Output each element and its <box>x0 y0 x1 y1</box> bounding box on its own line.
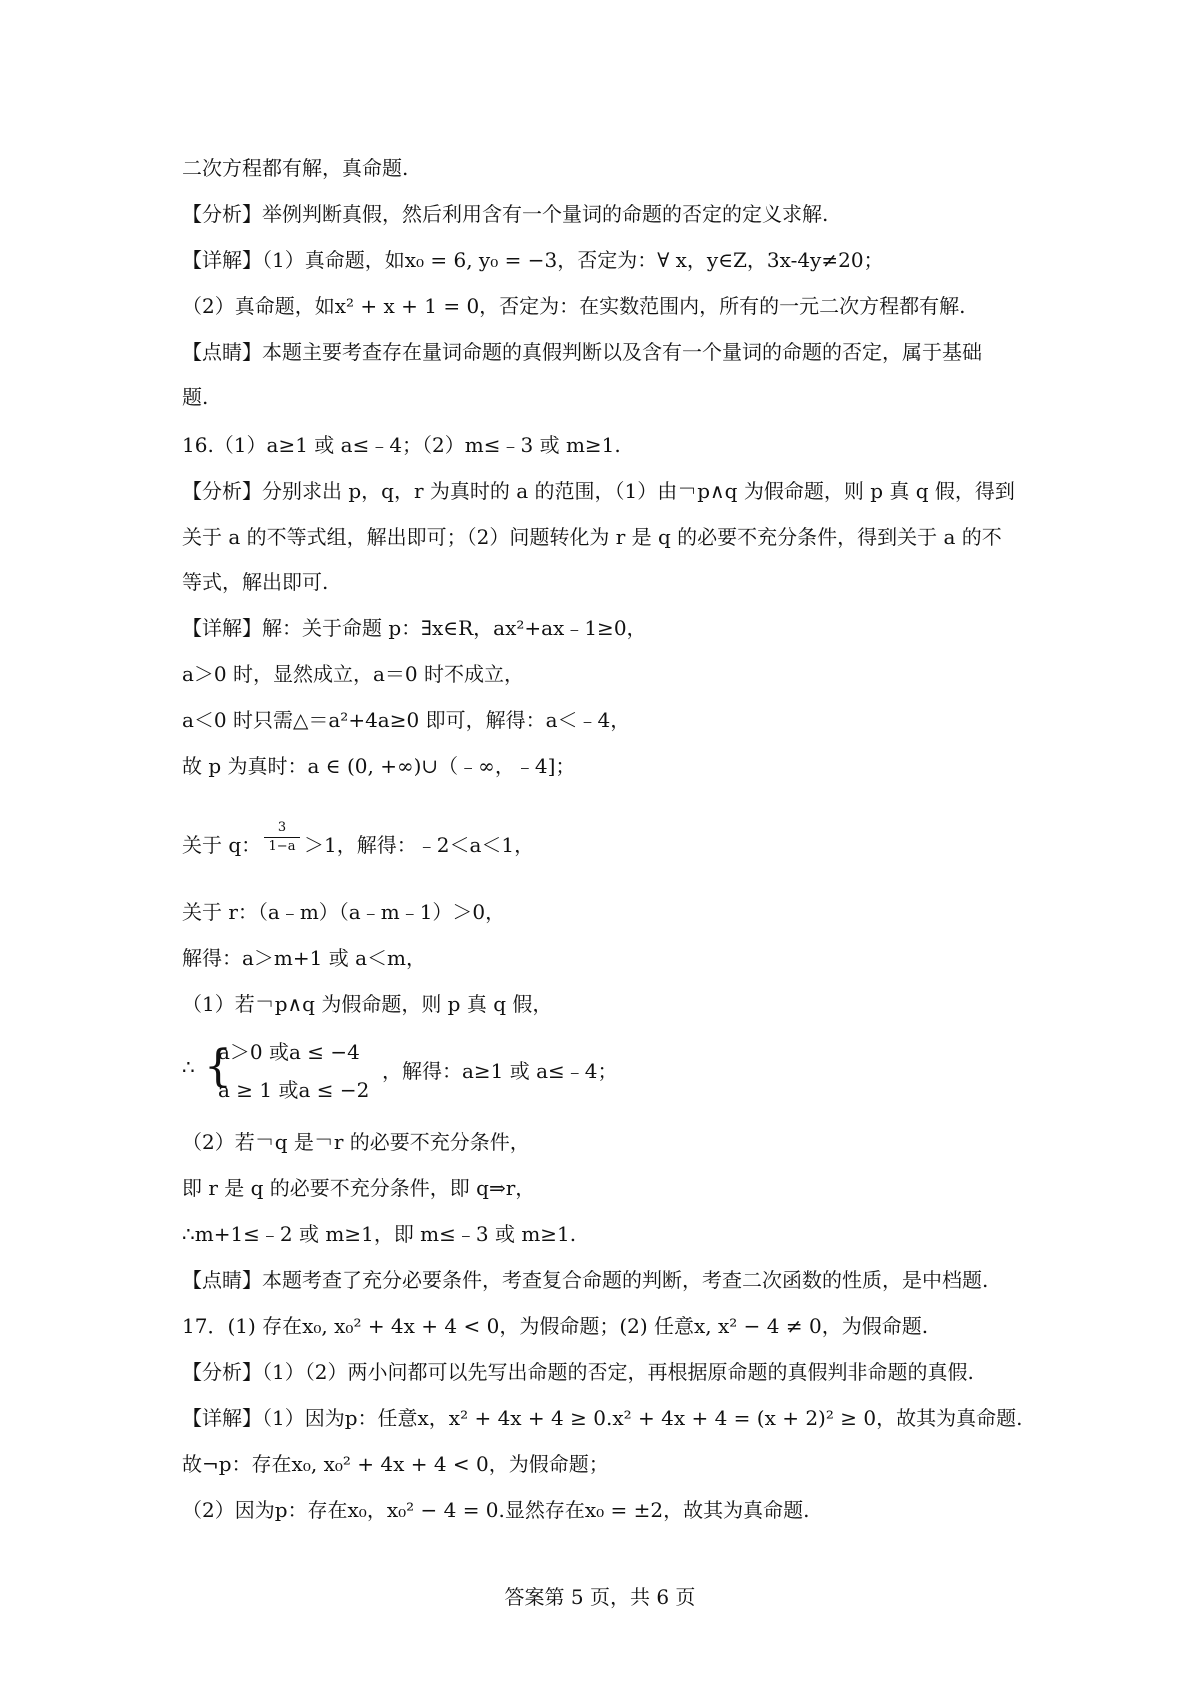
text-line: 故¬p：存在x₀, x₀² + 4x + 4 < 0，为假命题； <box>182 1452 609 1476</box>
detail-line: 【详解】（1）真命题，如x₀ = 6, y₀ = −3，否定为：∀ x，y∈Z，3x-4y≠20； <box>182 248 884 272</box>
answer-17-line: 17．(1) 存在x₀, x₀² + 4x + 4 < 0，为假命题；(2) 任意x, x² − 4 ≠ 0，为假命题. <box>182 1314 929 1338</box>
fraction-prefix: 关于 q： <box>182 833 262 857</box>
text-line: 故 p 为真时：a ∈ (0, +∞)∪（﹣∞，﹣4]； <box>182 754 576 778</box>
fraction-denominator: 1−a <box>268 839 296 854</box>
text-line: （2）因为p：存在x₀，x₀² − 4 = 0.显然存在x₀ = ±2，故其为真命题. <box>182 1498 810 1522</box>
fraction-bar <box>264 837 300 838</box>
detail-line: 【详解】（1）因为p：任意x，x² + 4x + 4 ≥ 0.x² + 4x + 4 = (x + 2)² ≥ 0，故其为真命题. <box>182 1406 1023 1430</box>
detail-line: 【详解】解：关于命题 p：∃x∈R，ax²+ax﹣1≥0， <box>182 616 647 640</box>
page-footer: 答案第 5 页，共 6 页 <box>504 1585 696 1609</box>
text-line: 关于 a 的不等式组，解出即可；（2）问题转化为 r 是 q 的必要不充分条件，得到关于 a 的不 <box>182 525 1002 549</box>
text-line: 即 r 是 q 的必要不充分条件，即 q⇒r， <box>182 1176 536 1200</box>
text-line: （1）若￢p∧q 为假命题，则 p 真 q 假， <box>182 992 553 1016</box>
left-brace: { <box>204 1041 232 1092</box>
remark-line: 【点睛】本题考查了充分必要条件，考查复合命题的判断，考查二次函数的性质，是中档题. <box>182 1268 989 1292</box>
system-case-1: a＞0 或a ≤ −4 <box>218 1040 360 1064</box>
text-line: 解得：a＞m+1 或 a＜m， <box>182 946 426 970</box>
analysis-line: 【分析】（1）（2）两小问都可以先写出命题的否定，再根据原命题的真假判非命题的真假. <box>182 1360 974 1384</box>
answer-16-line: 16.（1）a≥1 或 a≤﹣4；（2）m≤﹣3 或 m≥1. <box>182 433 621 457</box>
system-case-2: a ≥ 1 或a ≤ −2 <box>218 1078 370 1102</box>
text-line: 二次方程都有解，真命题. <box>182 156 409 180</box>
text-line: a＞0 时，显然成立，a＝0 时不成立， <box>182 662 525 686</box>
therefore-symbol: ∴ <box>182 1055 195 1079</box>
text-line: （2）若￢q 是￢r 的必要不充分条件， <box>182 1130 530 1154</box>
text-line: a＜0 时只需△＝a²+4a≥0 即可，解得：a＜﹣4， <box>182 708 631 732</box>
remark-line: 【点睛】本题主要考查存在量词命题的真假判断以及含有一个量词的命题的否定，属于基础 <box>182 340 982 364</box>
text-line: （2）真命题，如x² + x + 1 = 0，否定为：在实数范围内，所有的一元二次方程都有解. <box>182 294 966 318</box>
fraction-suffix: ＞1，解得：﹣2＜a＜1， <box>304 833 535 857</box>
analysis-line: 【分析】分别求出 p，q，r 为真时的 a 的范围，（1）由￢p∧q 为假命题，则 p 真 q 假，得到 <box>182 479 1015 503</box>
text-line: 关于 r：（a﹣m）（a﹣m﹣1）＞0， <box>182 900 506 924</box>
text-line: 等式，解出即可. <box>182 570 329 594</box>
system-solution: ，解得：a≥1 或 a≤﹣4； <box>382 1059 618 1083</box>
fraction <box>264 820 300 855</box>
analysis-line: 【分析】举例判断真假，然后利用含有一个量词的命题的否定的定义求解. <box>182 202 829 226</box>
fraction-numerator: 3 <box>277 820 287 835</box>
text-line: ∴m+1≤﹣2 或 m≥1，即 m≤﹣3 或 m≥1. <box>182 1222 577 1246</box>
text-line: 题. <box>182 385 209 409</box>
